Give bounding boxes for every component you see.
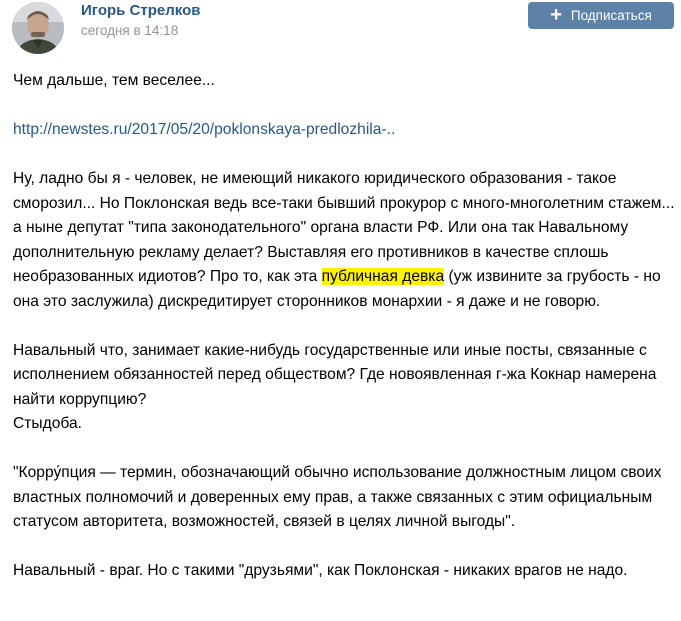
paragraph-1-text-end: (уж извините за грубость - но она это заслужила) дискредитирует сторонников монархии - я даже и не говорю. — [13, 268, 661, 310]
highlighted-phrase: публичная девка — [321, 268, 445, 285]
post-paragraph-2-end: Стыдоба. — [13, 415, 82, 432]
plus-icon: + — [550, 3, 562, 26]
post-header — [0, 0, 681, 56]
avatar[interactable] — [12, 2, 64, 54]
paragraph-gap — [13, 94, 678, 119]
post-time[interactable]: сегодня в 14:18 — [81, 23, 179, 38]
post-paragraph-2: Навальный что, занимает какие-нибудь государственные или иные посты, связанные с исполнением обязанностей перед обществом? Где новоявленная г-жа Кокнар намерена найти коррупцию? — [13, 341, 657, 408]
post-intro: Чем дальше, тем веселее... — [13, 72, 215, 89]
paragraph-gap — [13, 143, 678, 168]
post-final: Навальный - враг. Но с такими "друзьями", как Поклонская - никаких врагов не надо. — [13, 562, 628, 579]
post-link-paragraph — [13, 118, 678, 143]
post-link[interactable]: http://newstes.ru/2017/05/20/poklonskaya-predlozhila-.. — [13, 121, 396, 138]
avatar-photo-icon — [12, 2, 64, 54]
paragraph-gap — [13, 535, 678, 560]
subscribe-label: Подписаться — [570, 8, 652, 23]
author-name[interactable]: Игорь Стрелков — [81, 2, 201, 19]
post-quote: "Корру́пция — термин, обозначающий обычно использование должностным лицом своих властных полномочий и доверенных ему прав, а также связанных с этим официальным статусом авторитета, возможностей, связей в целях личной выгоды". — [13, 464, 662, 530]
subscribe-button[interactable] — [528, 2, 674, 29]
paragraph-1-text-start: Ну, ладно бы я - человек, не имеющий никакого юридического образования - такое сморозил... Но Поклонская ведь все-таки бывший прокурор с много-многолетним стажем... а ныне депутат "типа законодательного" органа власти РФ. Или она так Навальному дополнительную рекламу делает? Выставляя его противников в качестве сплошь необразованных идиотов? Про то, как эта — [13, 170, 675, 285]
post-body — [13, 69, 678, 584]
post-paragraph-1 — [13, 167, 678, 314]
paragraph-gap — [13, 314, 678, 339]
paragraph-gap — [13, 437, 678, 462]
